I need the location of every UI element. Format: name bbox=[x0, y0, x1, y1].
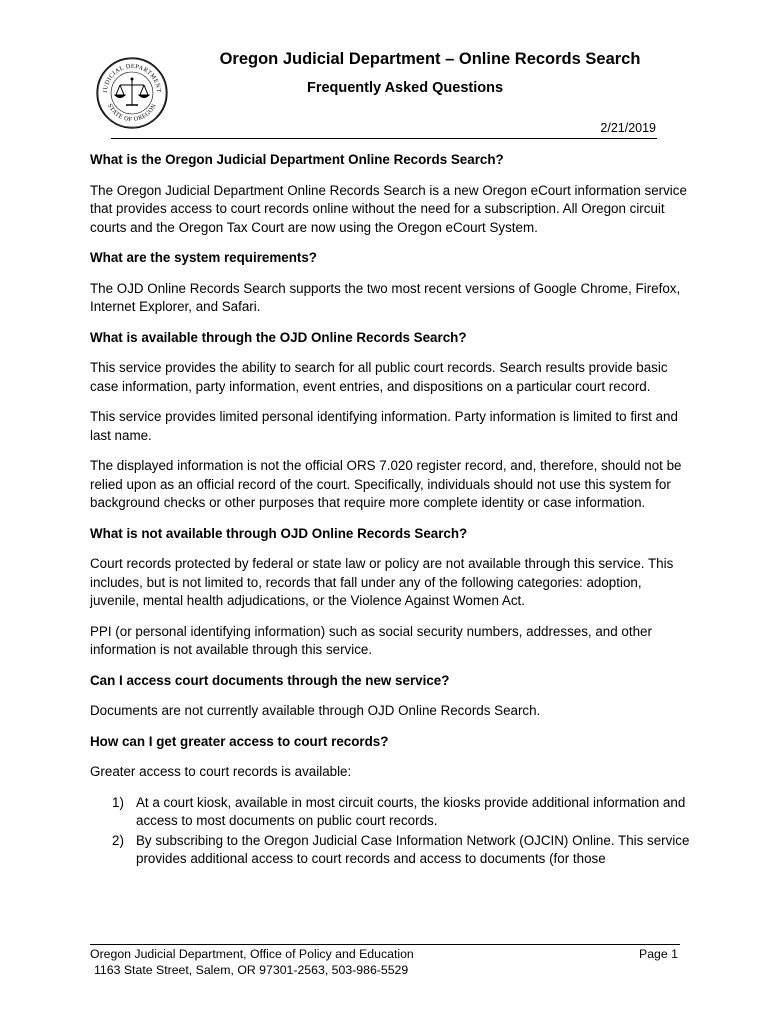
svg-text:STATE OF OREGON: STATE OF OREGON bbox=[106, 102, 158, 124]
faq-question: What are the system requirements? bbox=[90, 250, 317, 265]
footer-address: 1163 State Street, Salem, OR 97301-2563, 503-986-5529 bbox=[94, 963, 409, 977]
document-title: Oregon Judicial Department – Online Records Search bbox=[219, 50, 641, 68]
faq-answer: Court records protected by federal or state law or policy are not available through this service. This includes, but is not limited to, records that fall under any of the following categories: adoption, juvenile, mental health adjudications, or the Violence Against Women Act. bbox=[90, 556, 674, 608]
list-item bbox=[90, 832, 690, 869]
faq-answer: PPI (or personal identifying information) such as social security numbers, addresses, and other information is not available through this service. bbox=[90, 623, 652, 657]
footer-divider bbox=[90, 944, 680, 945]
faq-answer: The displayed information is not the official ORS 7.020 register record, and, therefore, should not be relied upon as an official record of the court. Specifically, individuals should not use this system for background checks or other purposes that require more complete identity or case information. bbox=[90, 458, 682, 510]
page-number: Page 1 bbox=[639, 947, 678, 961]
document-date: 2/21/2019 bbox=[600, 121, 656, 135]
list-item-number: 2) bbox=[112, 832, 124, 848]
svg-text:JUDICIAL DEPARTMENT: JUDICIAL DEPARTMENT bbox=[101, 62, 163, 94]
faq-question: What is available through the OJD Online Records Search? bbox=[90, 329, 467, 345]
list-item-text: By subscribing to the Oregon Judicial Case Information Network (OJCIN) Online. This service provides additional access to court records and access to documents (for those bbox=[136, 832, 690, 866]
list-item-number: 1) bbox=[112, 794, 124, 810]
faq-answer: Documents are not currently available through OJD Online Records Search. bbox=[90, 703, 541, 718]
faq-answer: This service provides limited personal identifying information. Party information is limited to first and last name. bbox=[90, 409, 678, 443]
faq-answer: The OJD Online Records Search supports the two most recent versions of Google Chrome, Firefox, Internet Explorer, and Safari. bbox=[90, 280, 681, 314]
faq-question: What is not available through OJD Online Records Search? bbox=[90, 525, 468, 541]
faq-content bbox=[90, 151, 690, 870]
access-options-list bbox=[90, 794, 690, 869]
list-item-text: At a court kiosk, available in most circuit courts, the kiosks provide additional information and access to most documents on public court records. bbox=[136, 794, 686, 828]
faq-answer: The Oregon Judicial Department Online Records Search is a new Oregon eCourt information service that provides access to court records online without the need for a subscription. All Oregon circuit courts and the Oregon Tax Court are now using the Oregon eCourt System. bbox=[90, 182, 687, 235]
faq-question: What is the Oregon Judicial Department Online Records Search? bbox=[90, 152, 504, 167]
faq-answer: This service provides the ability to search for all public court records. Search results provide basic case information, party information, event entries, and dispositions on a particular court record. bbox=[90, 360, 668, 394]
faq-question: How can I get greater access to court records? bbox=[90, 733, 389, 749]
faq-question: Can I access court documents through the new service? bbox=[90, 672, 450, 688]
document-subtitle: Frequently Asked Questions bbox=[306, 80, 504, 96]
header-divider bbox=[111, 138, 657, 139]
footer-office: Oregon Judicial Department, Office of Policy and Education bbox=[90, 947, 414, 961]
list-item bbox=[90, 794, 690, 831]
faq-answer: Greater access to court records is available: bbox=[90, 764, 352, 779]
